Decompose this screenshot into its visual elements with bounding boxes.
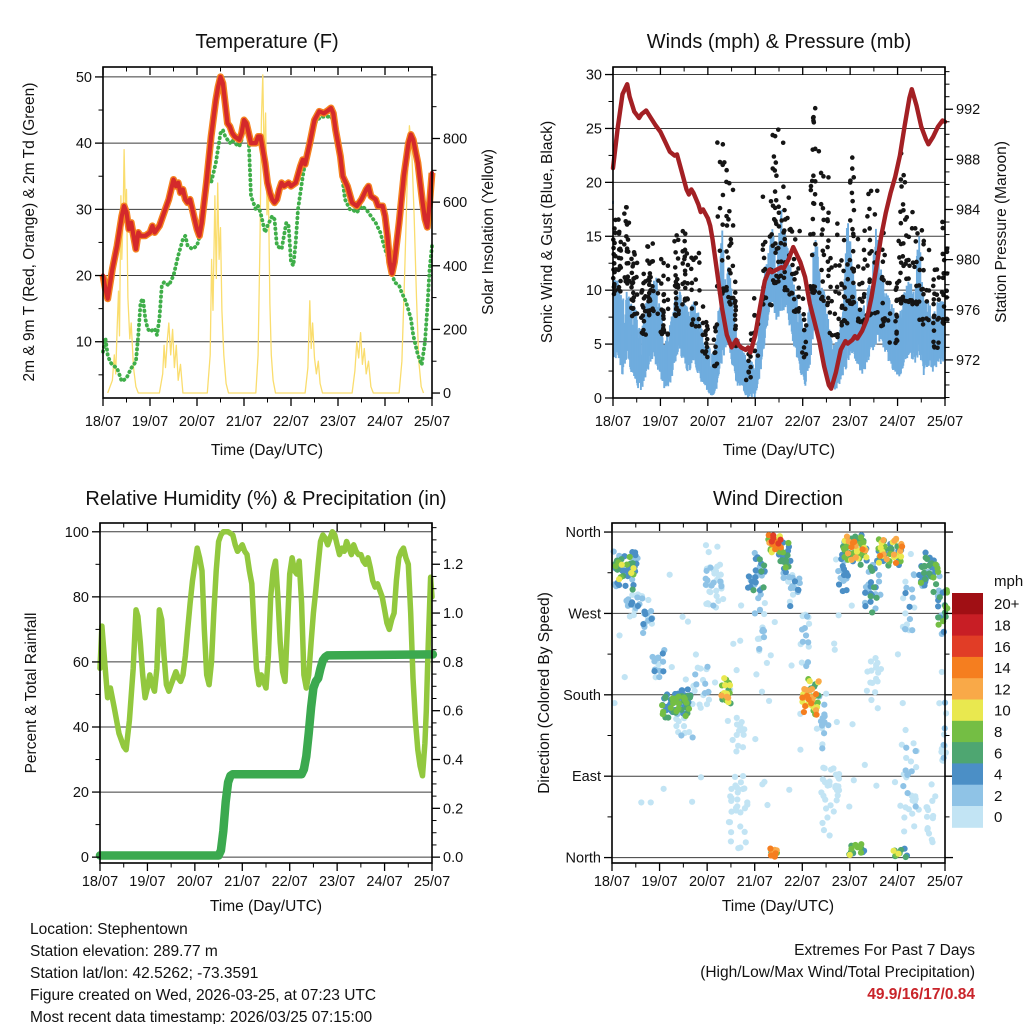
scatter-wind-direction: [611, 532, 951, 860]
svg-text:22/07: 22/07: [784, 414, 821, 430]
svg-text:40: 40: [72, 720, 89, 736]
svg-text:14: 14: [994, 660, 1011, 678]
plot-area-winds: [586, 67, 980, 430]
y-right-label-solar: Solar Insolation (Yellow): [480, 149, 497, 315]
svg-text:984: 984: [956, 202, 981, 219]
x-axis-label-wind-direction: Time (Day/UTC): [721, 898, 835, 915]
station-elevation: Station elevation: 289.77 m: [30, 943, 218, 960]
speed-colorbar: [952, 593, 1020, 828]
svg-text:22/07: 22/07: [784, 874, 821, 890]
svg-text:21/07: 21/07: [737, 414, 774, 430]
extremes-subtitle: (High/Low/Max Wind/Total Precipitation): [700, 964, 975, 981]
svg-text:0.4: 0.4: [443, 752, 464, 769]
svg-text:25/07: 25/07: [926, 414, 964, 430]
svg-text:22/07: 22/07: [272, 414, 310, 430]
svg-text:976: 976: [956, 302, 981, 319]
panel-title-winds: Winds (mph) & Pressure (mb): [646, 31, 912, 53]
plot-area-wind-direction: [563, 523, 963, 890]
station-latlon: Station lat/lon: 42.5262; -73.3591: [30, 965, 259, 982]
svg-text:23/07: 23/07: [831, 874, 869, 890]
panel-humidity-precip: [23, 488, 463, 915]
panel-wind-direction: [536, 488, 1023, 915]
svg-text:4: 4: [994, 766, 1003, 784]
most-recent-data-timestamp: Most recent data timestamp: 2026/03/25 07:15:00: [30, 1009, 373, 1024]
svg-text:8: 8: [994, 723, 1003, 741]
y-right-label-pressure: Station Pressure (Maroon): [993, 141, 1010, 323]
x-axis-label-temperature: Time (Day/UTC): [210, 442, 324, 459]
legend-title-mph: mph: [994, 573, 1024, 590]
svg-text:18/07: 18/07: [81, 874, 119, 890]
y-left-label-wind-direction: Direction (Colored By Speed): [536, 592, 553, 794]
svg-text:60: 60: [72, 654, 89, 671]
figure-created-timestamp: Figure created on Wed, 2026-03-25, at 07:23 UTC: [30, 987, 377, 1004]
svg-text:20/07: 20/07: [689, 414, 727, 430]
svg-text:80: 80: [72, 589, 89, 606]
svg-text:22/07: 22/07: [271, 874, 308, 890]
svg-text:400: 400: [443, 258, 468, 275]
svg-text:12: 12: [994, 681, 1011, 699]
svg-text:20: 20: [72, 785, 89, 802]
humidity-series: [100, 532, 433, 856]
svg-text:24/07: 24/07: [879, 414, 916, 430]
svg-text:988: 988: [956, 152, 981, 169]
svg-text:40: 40: [75, 136, 92, 153]
svg-text:0.2: 0.2: [443, 801, 464, 818]
svg-text:19/07: 19/07: [642, 414, 679, 430]
svg-text:25/07: 25/07: [926, 874, 964, 890]
svg-text:0: 0: [80, 850, 89, 867]
y-left-label-humidity: Percent & Total Rainfall: [23, 612, 40, 774]
svg-text:North: North: [565, 850, 601, 867]
svg-text:1.2: 1.2: [443, 557, 464, 574]
svg-text:24/07: 24/07: [879, 874, 916, 890]
svg-text:0.0: 0.0: [443, 850, 464, 867]
x-axis-label-humidity: Time (Day/UTC): [209, 898, 323, 915]
svg-text:6: 6: [994, 745, 1003, 763]
svg-text:25: 25: [585, 121, 602, 138]
plot-area-humidity: [65, 523, 463, 890]
svg-text:23/07: 23/07: [831, 414, 869, 430]
svg-text:20/07: 20/07: [688, 874, 726, 890]
svg-text:21/07: 21/07: [225, 414, 263, 430]
svg-text:10: 10: [994, 702, 1011, 720]
panel-title-temperature: Temperature (F): [195, 31, 339, 53]
svg-text:18: 18: [994, 617, 1011, 635]
svg-text:19/07: 19/07: [129, 874, 166, 890]
svg-text:100: 100: [64, 524, 89, 541]
svg-text:50: 50: [75, 69, 92, 86]
svg-text:1.0: 1.0: [443, 606, 464, 623]
svg-text:South: South: [563, 687, 601, 704]
y-left-label-temperature: 2m & 9m T (Red, Orange) & 2m Td (Green): [21, 82, 38, 382]
svg-text:0: 0: [994, 809, 1003, 827]
svg-text:30: 30: [75, 202, 92, 219]
svg-text:0.8: 0.8: [443, 654, 464, 671]
extremes-title: Extremes For Past 7 Days: [794, 942, 975, 959]
svg-text:18/07: 18/07: [594, 414, 632, 430]
svg-text:18/07: 18/07: [84, 414, 122, 430]
svg-text:20+: 20+: [994, 596, 1020, 614]
svg-text:West: West: [568, 606, 601, 623]
svg-text:992: 992: [956, 102, 981, 119]
svg-text:20: 20: [75, 268, 92, 285]
svg-text:North: North: [565, 525, 601, 542]
svg-text:10: 10: [75, 334, 92, 351]
panel-title-wind-direction: Wind Direction: [712, 488, 844, 510]
svg-text:200: 200: [443, 322, 468, 339]
svg-text:0.6: 0.6: [443, 703, 464, 720]
svg-text:24/07: 24/07: [366, 874, 403, 890]
station-location: Location: Stephentown: [30, 921, 188, 938]
svg-text:972: 972: [956, 352, 981, 369]
svg-text:5: 5: [593, 337, 602, 354]
x-axis-label-winds: Time (Day/UTC): [722, 442, 836, 459]
temperature-series: [103, 75, 432, 393]
extremes-values: 49.9/16/17/0.84: [867, 986, 975, 1003]
svg-text:0: 0: [593, 391, 602, 407]
svg-text:18/07: 18/07: [593, 874, 631, 890]
svg-text:25/07: 25/07: [413, 874, 451, 890]
svg-text:2: 2: [994, 787, 1003, 805]
svg-text:19/07: 19/07: [131, 414, 169, 430]
svg-text:10: 10: [585, 283, 602, 300]
svg-text:800: 800: [443, 131, 468, 148]
panel-title-humidity: Relative Humidity (%) & Precipitation (in): [85, 488, 447, 510]
svg-text:23/07: 23/07: [319, 414, 357, 430]
svg-text:25/07: 25/07: [413, 414, 451, 430]
svg-text:21/07: 21/07: [736, 874, 773, 890]
svg-text:23/07: 23/07: [318, 874, 356, 890]
svg-text:980: 980: [956, 252, 981, 269]
svg-text:19/07: 19/07: [641, 874, 678, 890]
svg-text:20: 20: [585, 175, 602, 192]
station-info-block: [30, 919, 376, 1024]
svg-text:15: 15: [585, 229, 602, 246]
svg-text:30: 30: [585, 67, 602, 84]
panel-temperature: [21, 31, 497, 459]
panel-winds-pressure: [539, 31, 1010, 459]
y-left-label-winds: Sonic Wind & Gust (Blue, Black): [539, 120, 556, 344]
svg-text:24/07: 24/07: [366, 414, 404, 430]
svg-text:0: 0: [443, 386, 452, 403]
svg-text:600: 600: [443, 195, 468, 212]
svg-text:20/07: 20/07: [178, 414, 216, 430]
svg-text:20/07: 20/07: [176, 874, 214, 890]
svg-text:East: East: [571, 769, 601, 786]
svg-text:21/07: 21/07: [224, 874, 261, 890]
svg-text:16: 16: [994, 638, 1011, 656]
extremes-block: [700, 940, 975, 1006]
plot-area-temperature: [76, 67, 467, 430]
